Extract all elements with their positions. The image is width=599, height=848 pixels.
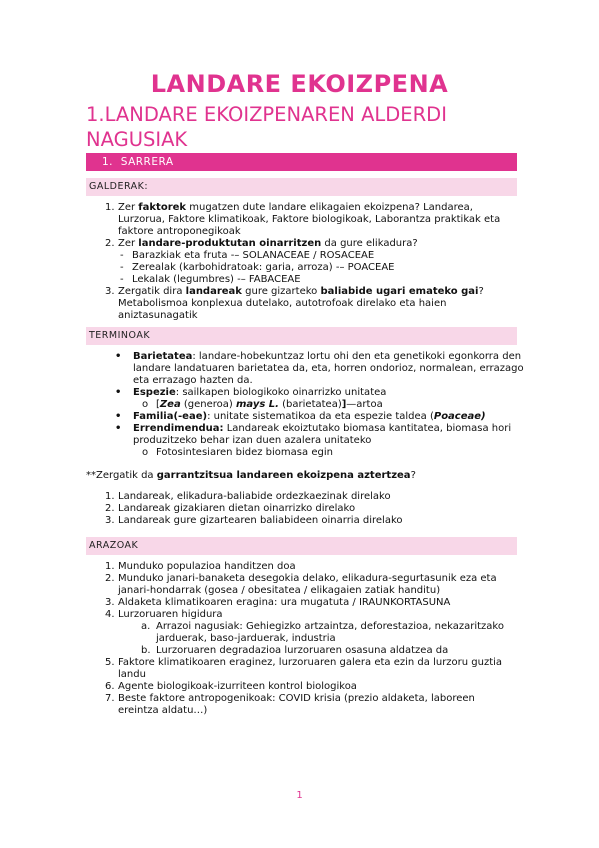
text-run: [ (156, 399, 160, 410)
galderak-list (86, 202, 526, 322)
bold-term: faktorek (138, 202, 187, 213)
list-item (86, 238, 526, 250)
item-number: 4. (105, 609, 115, 620)
bullet-marker: • (115, 351, 122, 362)
sarrera-heading-bar (86, 153, 517, 171)
item-number: 1. (105, 491, 115, 502)
list-item (86, 693, 526, 717)
term-text (133, 387, 525, 399)
question-text (118, 202, 518, 238)
item-text: Beste faktore antropogenikoak: COVID krisia (prezio aldaketa, laboreen ereintza aldatu…) (118, 693, 475, 716)
item-number: 1. (105, 561, 115, 572)
terminoak-list (86, 351, 526, 459)
list-item (86, 286, 526, 322)
galderak-label: GALDERAK: (89, 181, 149, 192)
text-run: Zer (118, 202, 139, 213)
dash-marker: - (120, 262, 124, 273)
term-text (133, 423, 525, 447)
item-number: 2. (105, 573, 115, 584)
list-item (86, 657, 526, 681)
document-title: LANDARE EKOIZPENA (150, 70, 449, 98)
list-item (86, 597, 526, 609)
dash-text: Zerealak (karbohidratoak: garia, arroza) -– POACEAE (132, 262, 395, 273)
question-text (118, 238, 518, 250)
text-run: ? (410, 470, 416, 481)
bold-term: garrantzitsua landareen ekoizpena aztertzea (156, 470, 411, 481)
sub-text: Lurzoruaren degradazioa lurzoruaren osasuna aldatzea da (156, 645, 449, 656)
section-heading: 1.LANDARE EKOIZPENAREN ALDERDI NAGUSIAK (86, 103, 447, 151)
bold-term: landare-produktutan oinarritzen (138, 238, 322, 249)
item-text: Agente biologikoak-izurriteen kontrol biologikoa (118, 681, 357, 692)
term-name: Barietatea (133, 351, 193, 362)
item-text: Landareak gizakiaren dietan oinarrizko direlako (118, 503, 356, 514)
text-run: (barietatea) (278, 399, 342, 410)
dash-text: Barazkiak eta fruta -– SOLANACEAE / ROSACEAE (132, 250, 375, 261)
sarrera-number: 1. (102, 156, 114, 168)
item-number: 1. (105, 202, 115, 213)
item-number: 3. (105, 286, 115, 297)
term-item (86, 351, 526, 387)
dash-text: Lekalak (legumbres) -– FABACEAE (132, 274, 301, 285)
list-item (86, 202, 526, 238)
sub-marker: o (142, 447, 149, 458)
list-item (86, 681, 526, 693)
item-text: Landareak gure gizartearen baliabideen oinarria direlako (118, 515, 403, 526)
term-text (133, 411, 525, 423)
item-number: 7. (105, 693, 115, 704)
text-run: ] (341, 399, 347, 410)
item-number: 2. (105, 503, 115, 514)
item-number: 3. (105, 597, 115, 608)
terminoak-heading-bar (86, 327, 517, 345)
bullet-marker: • (115, 387, 122, 398)
bold-term: baliabide ugari emateko gai (320, 286, 479, 297)
item-text: Munduko janari-banaketa desegokia delako, elikadura-segurtasunik eza eta janari-hondarrak (gosea / obesitatea / elikagaien zatiak handitu) (118, 573, 497, 596)
sub-marker: o (142, 399, 149, 410)
bullet-marker: • (115, 423, 122, 434)
term-name: Espezie (133, 387, 176, 398)
bold-term: landareak (185, 286, 242, 297)
sarrera-label: SARRERA (120, 156, 174, 168)
item-text: Landareak, elikadura-baliabide ordezkaezinak direlako (118, 491, 391, 502)
zergatik-list (86, 491, 526, 527)
sub-item (86, 645, 526, 657)
item-text: Aldaketa klimatikoaren eragina: ura mugatuta / IRAUNKORTASUNA (118, 597, 451, 608)
text-run: (generoa) (180, 399, 236, 410)
arazoak-heading-bar (86, 537, 517, 555)
term-definition: Landareak ekoiztutako biomasa kantitatea, biomasa hori produzitzeko behar izan duen azalera unitateko (133, 423, 512, 446)
galderak-heading-bar (86, 178, 517, 196)
text-run: gure gizarteko (241, 286, 321, 297)
item-number: 3. (105, 515, 115, 526)
sub-text (156, 399, 526, 411)
item-number: 5. (105, 657, 115, 668)
sub-item (86, 399, 526, 411)
text-run: ? Metabolismoa konplexua dutelako, autotrofoak direlako eta haien aniztasunagatik (118, 286, 484, 321)
item-text: Faktore klimatikoaren eraginez, lurzoruaren galera eta ezin da lurzoru guztia landu (118, 657, 503, 680)
genus-name: Zea (159, 399, 181, 410)
term-item (86, 387, 526, 399)
question-text (118, 286, 518, 322)
sub-item (86, 621, 526, 645)
term-name: Familia(-eae) (133, 411, 208, 422)
arazoak-list (86, 561, 526, 717)
list-item (86, 491, 526, 503)
term-definition: : landare-hobekuntzaz lortu ohi den eta genetikoki egonkorra den landare landatuaren barietatea da, eta, horren ondorioz, normalean, errazago eta errazago hazten da. (133, 351, 524, 386)
item-number: 6. (105, 681, 115, 692)
arazoak-label: ARAZOAK (89, 540, 139, 551)
family-name: Poaceae) (433, 411, 486, 422)
term-definition: : unitate sistematikoa da eta espezie taldea ( (207, 411, 434, 422)
dash-item (86, 250, 526, 262)
sub-text: Arrazoi nagusiak: Gehiegizko artzaintza, deforestazioa, nekazaritzako jarduerak, baso-jarduerak, industria (156, 621, 504, 644)
list-item (86, 573, 526, 597)
term-text (133, 351, 525, 387)
term-item (86, 411, 526, 423)
sub-marker: b. (141, 645, 151, 656)
text-run: da gure elikadura? (321, 238, 418, 249)
zergatik-question (86, 470, 526, 482)
terminoak-label: TERMINOAK (89, 330, 151, 341)
text-run: Zer (118, 238, 139, 249)
text-run: mugatzen dute landare elikagaien ekoizpena? Landarea, Lurzorua, Faktore klimatikoak, Faktore biologikoak, Laborantza praktikak eta faktore antroponegikoak (118, 202, 501, 237)
bullet-marker: • (115, 411, 122, 422)
text-run: **Zergatik da (86, 470, 157, 481)
item-number: 2. (105, 238, 115, 249)
text-run: —artoa (346, 399, 383, 410)
species-name: mays L. (235, 399, 279, 410)
page-number: 1 (296, 790, 303, 801)
dash-item (86, 274, 526, 286)
term-item (86, 423, 526, 447)
sub-marker: a. (141, 621, 151, 632)
term-name: Errendimendua: (133, 423, 224, 434)
item-text: Munduko populazioa handitzen doa (118, 561, 296, 572)
dash-marker: - (120, 250, 124, 261)
list-item (86, 503, 526, 515)
list-item (86, 515, 526, 527)
list-item (86, 561, 526, 573)
term-definition: : sailkapen biologikoko oinarrizko unitatea (175, 387, 387, 398)
dash-item (86, 262, 526, 274)
dash-marker: - (120, 274, 124, 285)
sub-text: Fotosintesiaren bidez biomasa egin (156, 447, 333, 458)
list-item (86, 609, 526, 621)
sub-item (86, 447, 526, 459)
text-run: Zergatik dira (118, 286, 186, 297)
item-text: Lurzoruaren higidura (118, 609, 223, 620)
